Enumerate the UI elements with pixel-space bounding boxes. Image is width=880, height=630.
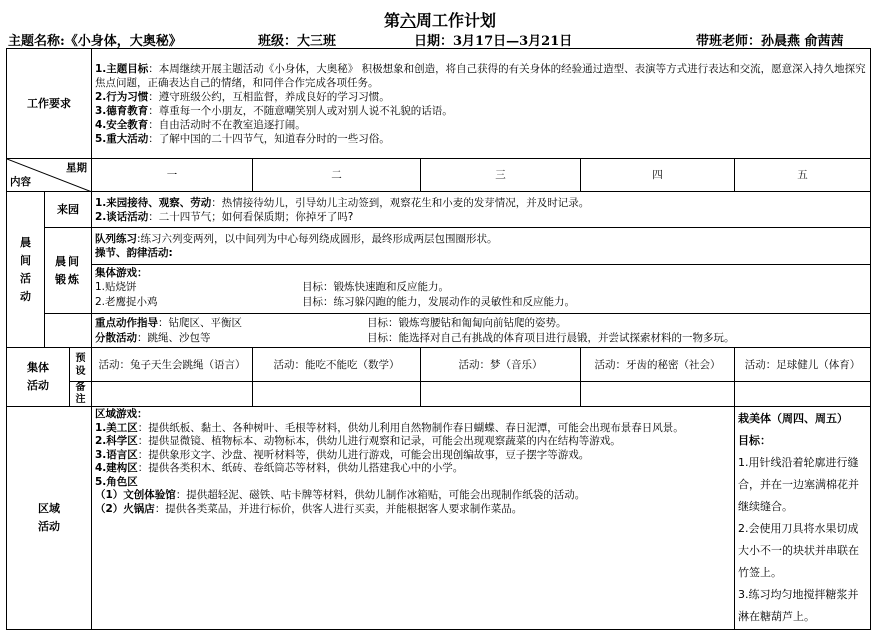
page-title: 第六周工作计划 bbox=[383, 11, 497, 30]
remark-label: 备注 bbox=[70, 382, 92, 407]
corner-weekday-label: 星期 bbox=[66, 162, 87, 174]
teachers: 带班老师：孙晨燕 俞茜茜 bbox=[696, 34, 844, 49]
side-goal: 1.用针线沿着轮廓进行缝合，并在一边塞满棉花并继续缝合。 bbox=[738, 456, 859, 513]
theme-name: 主题名称:《小身体，大奥秘》 bbox=[8, 34, 182, 49]
work-req-item: 5.重大活动：了解中国的二十四节气，知道春分时的一些习俗。 bbox=[95, 132, 390, 145]
day-header: 二 bbox=[253, 159, 421, 192]
area-item: 2.科学区：提供显微镜、植物标本、动物标本，供幼儿进行观察和记录，可能会出现观察蔬菜的内在结构等游戏。 bbox=[95, 435, 621, 447]
remark-cell bbox=[581, 382, 735, 407]
day-header: 五 bbox=[735, 159, 871, 192]
arrival-label: 来园 bbox=[45, 192, 92, 228]
exercise-content: 队列练习:练习六列变两列，以中间列为中心每列绕成圆形，最终形成两层包围圈形状。 操节、韵律活动: 集体游戏： 1.贴烧饼 目标：锻炼快速跑和反应能力。 2.老鹰捉小鸡 目标：练习躲闪跑的能力，发展动作的灵敏性和反应能力。 bbox=[92, 228, 871, 314]
preset-label: 预设 bbox=[70, 348, 92, 382]
exercise-label: 晨间锻炼 bbox=[45, 228, 92, 314]
work-req-item: 2.行为习惯：遵守班级公约，互相监督，养成良好的学习习惯。 bbox=[95, 90, 390, 103]
work-plan-table bbox=[6, 48, 871, 630]
collective-activity: 活动：足球健儿（体育） bbox=[735, 348, 871, 382]
area-item: （1）文创体验馆：提供超轻泥、磁铁、咕卡牌等材料，供幼儿制作冰箱贴，可能会出现制作纸袋的活动。 bbox=[95, 489, 586, 501]
corner-content-label: 内容 bbox=[10, 176, 31, 188]
day-header: 四 bbox=[581, 159, 735, 192]
work-req-content bbox=[92, 49, 871, 159]
week-number: 六 bbox=[399, 11, 416, 30]
day-header: 三 bbox=[421, 159, 581, 192]
date-range: 日期：3月17日—3月21日 bbox=[414, 34, 573, 49]
class-name: 班级：大三班 bbox=[258, 34, 337, 49]
area-item: 4.建构区：提供各类积木、纸砖、卷纸筒芯等材料，供幼儿搭建我心中的小学。 bbox=[95, 462, 464, 474]
collective-label: 集体活动 bbox=[7, 348, 70, 407]
area-content: 区域游戏： 1.美工区：提供纸板、黏土、各种树叶、毛根等材料，供幼儿利用自然物制作春日蝴蝶、春日泥潭，可能会出现布景春日风景。 2.科学区：提供显微镜、植物标本、动物标本，供幼儿进行观察和记录，可能会出现观察蔬菜的内在结构等游戏。 3.语言区：提供象形文字、沙盘、视听材料等，供幼儿进行游戏，可能会出现创编故事，豆子摆字等游戏。 4.建构区：提供各类积木、纸砖、卷纸筒芯等材料，供幼儿搭建我心中的小学。 5.角色区 （1）文创体验馆：提供超轻泥、磁铁、咕卡牌等材料，供幼儿制作冰箱贴，可能会出现制作纸袋的活动。 （2）火锅店：提供各类菜品，并进行标价，供客人进行买卖，并能根据客人要求制作菜品。 bbox=[92, 407, 735, 630]
area-side-content: 栽美体（周四、周五） 目标： 1.用针线沿着轮廓进行缝合，并在一边塞满棉花并继续缝合。 2.会使用刀具将水果切成大小不一的块状并串联在竹签上。 3.练习均匀地搅拌糖浆并淋在糖葫芦上。 bbox=[735, 407, 871, 630]
area-item: 3.语言区：提供象形文字、沙盘、视听材料等，供幼儿进行游戏，可能会出现创编故事，豆子摆字等游戏。 bbox=[95, 448, 590, 461]
area-item: 5.角色区 bbox=[95, 475, 138, 488]
day-header: 一 bbox=[92, 159, 253, 192]
collective-activity: 活动：能吃不能吃（数学） bbox=[253, 348, 421, 382]
work-req-label: 工作要求 bbox=[7, 49, 92, 159]
remark-cell bbox=[92, 382, 253, 407]
remark-cell bbox=[421, 382, 581, 407]
collective-activity: 活动：牙齿的秘密（社会） bbox=[581, 348, 735, 382]
work-req-item: 3.德育教育：尊重每一个小朋友，不随意嘲笑别人或对别人说不礼貌的话语。 bbox=[95, 104, 453, 117]
area-item: 1.美工区：提供纸板、黏土、各种树叶、毛根等材料，供幼儿利用自然物制作春日蝴蝶、春日泥潭，可能会出现布景春日风景。 bbox=[95, 421, 684, 434]
remark-cell bbox=[253, 382, 421, 407]
morning-label: 晨间活动 bbox=[7, 192, 45, 348]
work-req-item: 1.主题目标：本周继续开展主题活动《小身体，大奥秘》 积极想象和创造，将自己获得的有关身体的经验通过造型、表演等方式进行表达和交流，愿意深入持久地探究焦点问题，正确表达自己的情绪，和同伴合作完成各项任务。 bbox=[95, 62, 866, 89]
arrival-content: 1.来园接待、观察、劳动：热情接待幼儿，引导幼儿主动签到，观察花生和小麦的发芽情况，并及时记录。 2.谈话活动：二十四节气；如何看保质期；你掉牙了吗? bbox=[92, 192, 871, 228]
collective-activity: 活动：兔子天生会跳绳（语言） bbox=[92, 348, 253, 382]
side-goal: 3.练习均匀地搅拌糖浆并淋在糖葫芦上。 bbox=[738, 588, 859, 623]
remark-cell bbox=[735, 382, 871, 407]
area-item: （2）火锅店：提供各类菜品，并进行标价，供客人进行买卖，并能根据客人要求制作菜品。 bbox=[95, 502, 523, 515]
exercise-label-continued bbox=[45, 314, 92, 348]
collective-activity: 活动：梦（音乐） bbox=[421, 348, 581, 382]
weekday-corner bbox=[7, 159, 92, 192]
side-goal: 2.会使用刀具将水果切成大小不一的块状并串联在竹签上。 bbox=[738, 522, 859, 579]
work-req-item: 4.安全教育：自由活动时不在教室追逐打闹。 bbox=[95, 118, 306, 131]
key-action-content: 重点动作指导：钻爬区、平衡区 目标：锻炼弯腰钻和匍匐向前钻爬的姿势。 分散活动：跳绳、沙包等 目标：能选择对自己有挑战的体育项目进行晨锻，并尝试探索材料的一物多玩。 bbox=[92, 314, 871, 348]
area-label: 区域活动 bbox=[7, 407, 92, 630]
